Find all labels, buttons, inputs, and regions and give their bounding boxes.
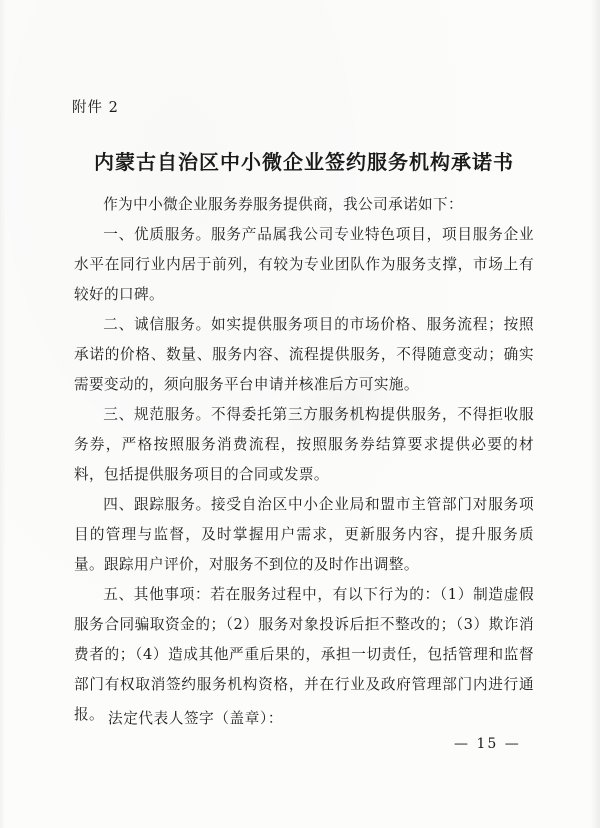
intro-paragraph: 作为中小微企业服务券服务提供商，我公司承诺如下：	[103, 196, 464, 213]
page-number: — 15 —	[454, 736, 521, 752]
document-title: 内蒙古自治区中小微企业签约服务机构承诺书	[94, 150, 514, 174]
scan-shadow-left	[0, 0, 6, 828]
signature-line: 法定代表人签字（盖章）：	[108, 710, 284, 727]
clause-quality-service: 一、优质服务。服务产品属我公司专业特色项目，项目服务企业水平在同行业内居于前列，有较为专业团队作为服务支撑，市场上有较好的口碑。	[74, 226, 534, 303]
clause-standard-service: 三、规范服务。不得委托第三方服务机构提供服务，不得拒收服务券，严格按照服务消费流程，按照服务券结算要求提供必要的材料，包括提供服务项目的合同或发票。	[74, 406, 534, 483]
document-body	[74, 190, 534, 730]
clause-integrity-service: 二、诚信服务。如实提供服务项目的市场价格、服务流程；按照承诺的价格、数量、服务内容、流程提供服务，不得随意变动；确实需要变动的，须向服务平台申请并核准后方可实施。	[74, 316, 534, 393]
attachment-label: 附件 2	[72, 100, 119, 116]
scan-shadow-right	[590, 0, 600, 828]
clause-other-matters: 五、其他事项：若在服务过程中，有以下行为的：（1）制造虚假服务合同骗取资金的；（2）服务对象投诉后拒不整改的；（3）欺诈消费者的；（4）造成其他严重后果的，承担一切责任，包括管理和监督部门有权取消签约服务机构资格，并在行业及政府管理部门内进行通报。	[74, 586, 534, 723]
clause-tracking-service: 四、跟踪服务。接受自治区中小企业局和盟市主管部门对服务项目的管理与监督，及时掌握用户需求，更新服务内容，提升服务质量。跟踪用户评价，对服务不到位的及时作出调整。	[74, 496, 534, 573]
